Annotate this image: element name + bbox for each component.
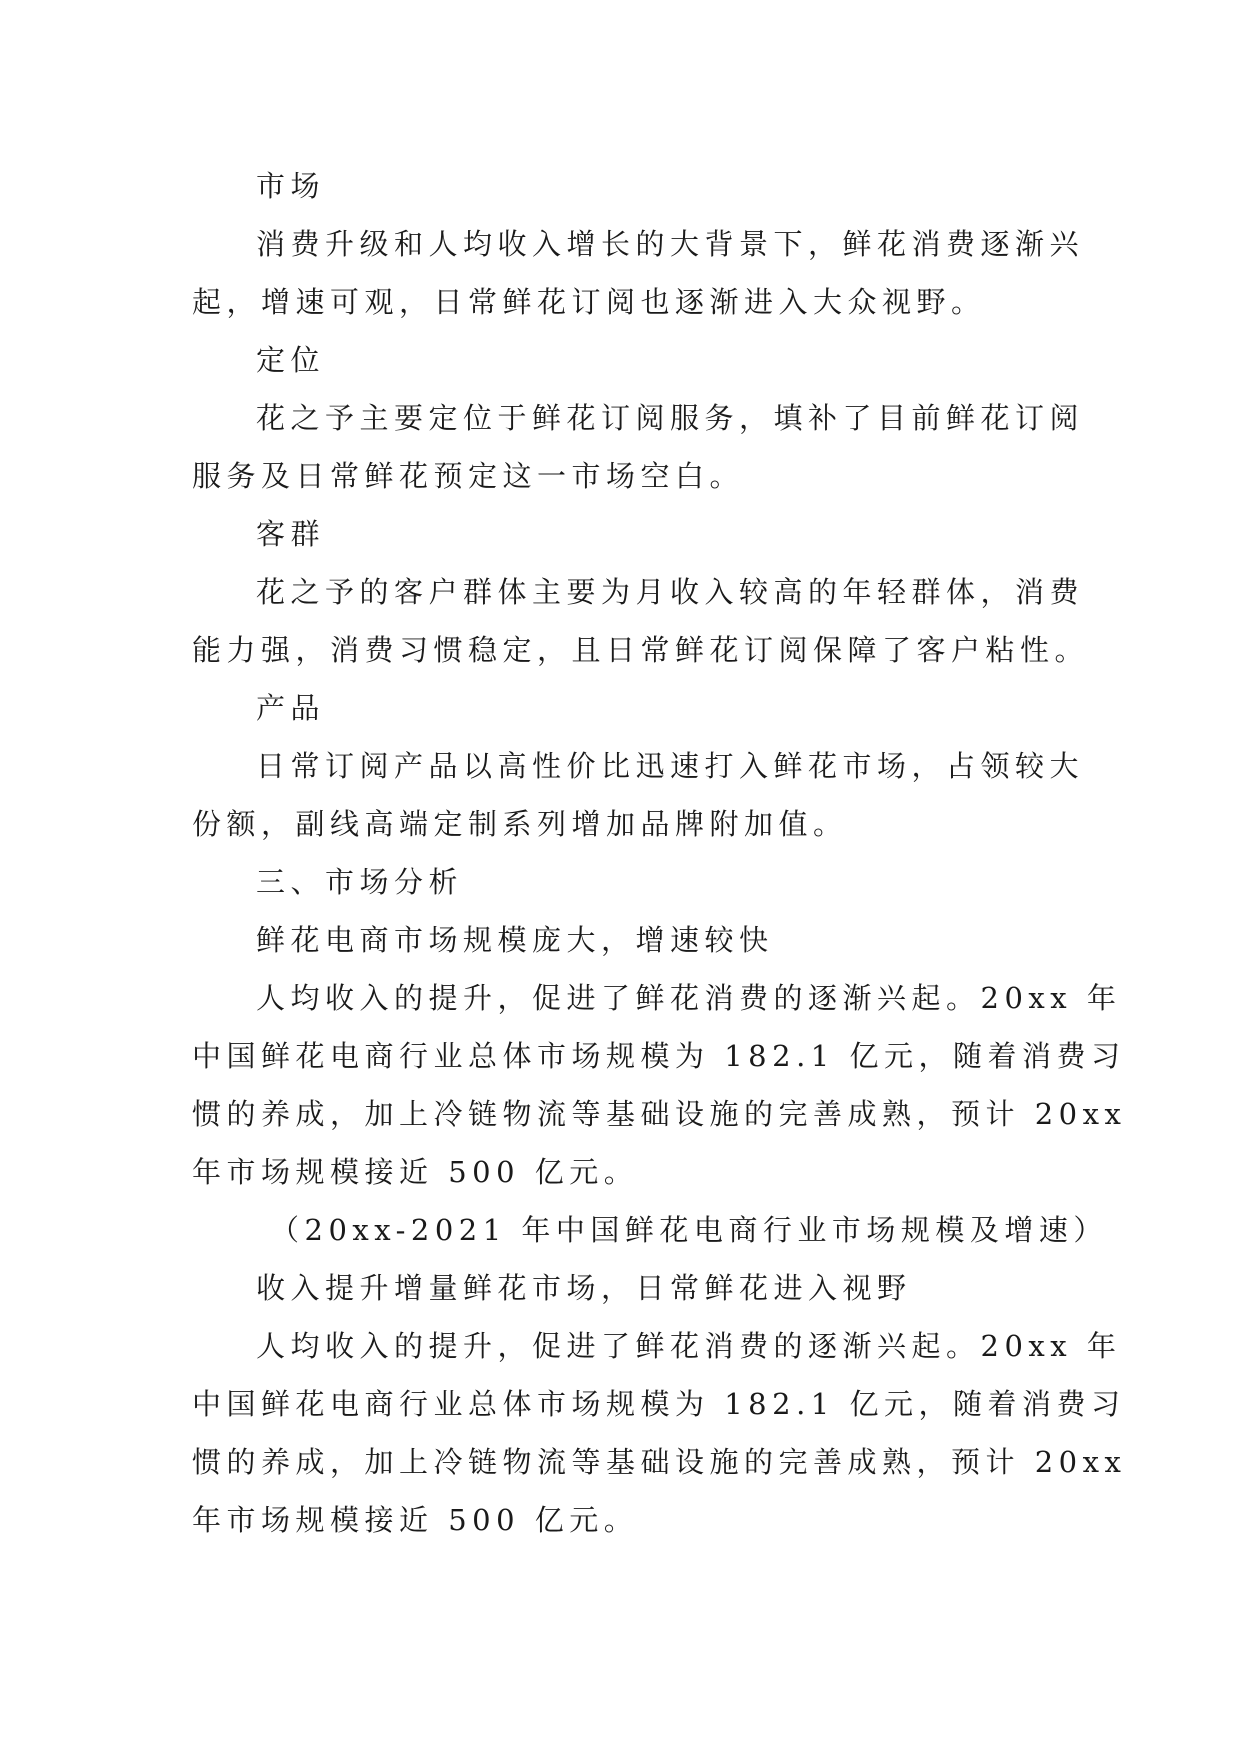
section-heading-customers: 客群	[256, 517, 326, 551]
paragraph-line: 日常订阅产品以高性价比迅速打入鲜花市场，占领较大	[256, 749, 1085, 783]
section-heading-positioning: 定位	[256, 343, 326, 377]
paragraph-line: 人均收入的提升，促进了鲜花消费的逐渐兴起。20xx 年	[256, 1329, 1122, 1363]
paragraph-line: 花之予主要定位于鲜花订阅服务，填补了目前鲜花订阅	[256, 401, 1085, 435]
paragraph-line: 中国鲜花电商行业总体市场规模为 182.1 亿元，随着消费习	[192, 1039, 1126, 1073]
paragraph-line: 惯的养成，加上冷链物流等基础设施的完善成熟，预计 20xx	[192, 1445, 1127, 1479]
paragraph-line: 人均收入的提升，促进了鲜花消费的逐渐兴起。20xx 年	[256, 981, 1122, 1015]
subheading: 鲜花电商市场规模庞大，增速较快	[256, 923, 774, 957]
figure-caption: （20xx-2021 年中国鲜花电商行业市场规模及增速）	[270, 1213, 1108, 1247]
paragraph-line: 花之予的客户群体主要为月收入较高的年轻群体，消费	[256, 575, 1085, 609]
paragraph-line: 中国鲜花电商行业总体市场规模为 182.1 亿元，随着消费习	[192, 1387, 1126, 1421]
paragraph-line: 能力强，消费习惯稳定，且日常鲜花订阅保障了客户粘性。	[192, 633, 1090, 667]
subheading: 收入提升增量鲜花市场，日常鲜花进入视野	[256, 1271, 912, 1305]
paragraph-line: 年市场规模接近 500 亿元。	[192, 1155, 639, 1189]
section-heading-products: 产品	[256, 691, 326, 725]
paragraph-line: 份额，副线高端定制系列增加品牌附加值。	[192, 807, 848, 841]
paragraph-line: 起，增速可观，日常鲜花订阅也逐渐进入大众视野。	[192, 285, 986, 319]
paragraph-line: 消费升级和人均收入增长的大背景下，鲜花消费逐渐兴	[256, 227, 1085, 261]
section-heading-market: 市场	[256, 169, 326, 203]
paragraph-line: 惯的养成，加上冷链物流等基础设施的完善成熟，预计 20xx	[192, 1097, 1127, 1131]
paragraph-line: 年市场规模接近 500 亿元。	[192, 1503, 639, 1537]
paragraph-line: 服务及日常鲜花预定这一市场空白。	[192, 459, 745, 493]
document-body	[192, 157, 1127, 1549]
section-heading-market-analysis: 三、市场分析	[256, 865, 464, 899]
